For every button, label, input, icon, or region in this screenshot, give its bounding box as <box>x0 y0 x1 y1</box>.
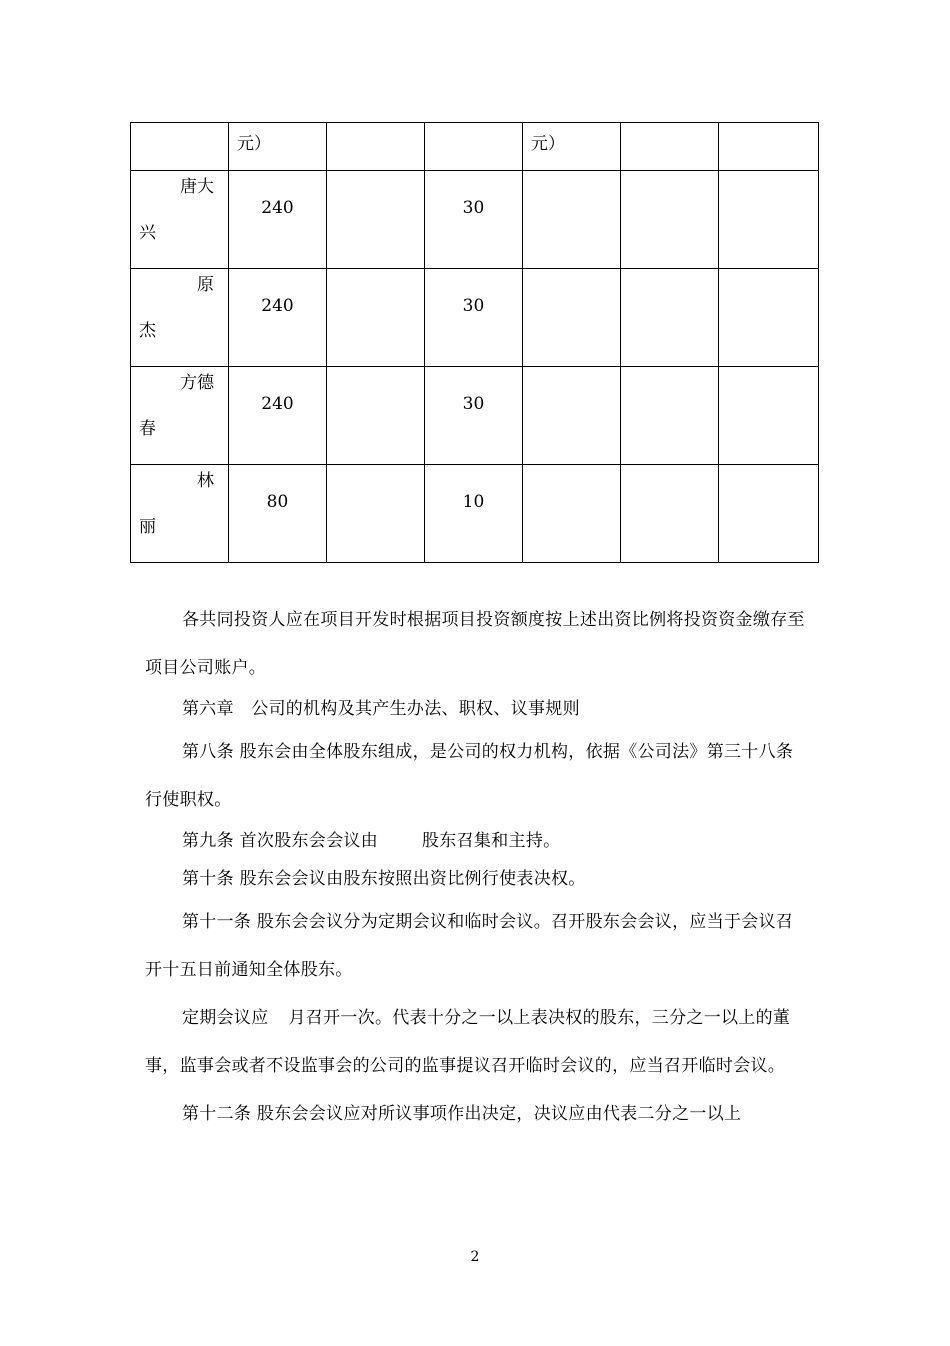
ratio-cell: 30 <box>425 171 523 269</box>
capital-cell: 240 <box>229 367 327 465</box>
article-9: 第九条 首次股东会会议由 股东召集和主持。 <box>182 831 561 851</box>
empty-cell <box>719 465 819 563</box>
table-row <box>131 171 819 269</box>
paragraph-funding: 各共同投资人应在项目开发时根据项目投资额度按上述出资比例将投资资金缴存至项目公司账户。 <box>145 610 805 678</box>
ratio-cell: 10 <box>425 465 523 563</box>
table-row <box>131 465 819 563</box>
article-8: 第八条 股东会由全体股东组成，是公司的权力机构，依据《公司法》第三十八条行使职权。 <box>145 742 794 810</box>
empty-cell <box>523 367 621 465</box>
empty-cell <box>621 269 719 367</box>
table-row <box>131 367 819 465</box>
investor-name-cell: 林 丽 <box>131 465 229 563</box>
empty-cell <box>327 367 425 465</box>
empty-cell <box>719 367 819 465</box>
investor-name-cell: 原 杰 <box>131 269 229 367</box>
capital-cell: 80 <box>229 465 327 563</box>
empty-cell <box>327 269 425 367</box>
header-cell <box>621 123 719 171</box>
table-header-row <box>131 123 819 171</box>
empty-cell <box>327 171 425 269</box>
empty-cell <box>621 367 719 465</box>
chapter-heading: 第六章 公司的机构及其产生办法、职权、议事规则 <box>182 699 580 719</box>
header-cell <box>327 123 425 171</box>
article-12: 第十二条 股东会会议应对所议事项作出决定，决议应由代表二分之一以上 <box>182 1104 742 1124</box>
empty-cell <box>719 269 819 367</box>
header-cell: 元） <box>523 123 621 171</box>
empty-cell <box>621 171 719 269</box>
header-cell <box>719 123 819 171</box>
investor-name-cell: 唐大 兴 <box>131 171 229 269</box>
capital-cell: 240 <box>229 171 327 269</box>
ratio-cell: 30 <box>425 367 523 465</box>
empty-cell <box>621 465 719 563</box>
article-11: 第十一条 股东会会议分为定期会议和临时会议。召开股东会会议，应当于会议召开十五日前通知全体股东。 <box>145 912 794 980</box>
empty-cell <box>523 465 621 563</box>
investment-table <box>130 122 819 563</box>
empty-cell <box>523 269 621 367</box>
page-number: 2 <box>470 1249 480 1265</box>
empty-cell <box>719 171 819 269</box>
header-cell <box>131 123 229 171</box>
table-row <box>131 269 819 367</box>
empty-cell <box>327 465 425 563</box>
header-cell <box>425 123 523 171</box>
ratio-cell: 30 <box>425 269 523 367</box>
header-cell: 元） <box>229 123 327 171</box>
body-text <box>145 596 810 1138</box>
paragraph-regular-meeting: 定期会议应 月召开一次。代表十分之一以上表决权的股东，三分之一以上的董事，监事会或者不设监事会的公司的监事提议召开临时会议的，应当召开临时会议。 <box>145 1008 791 1076</box>
article-10: 第十条 股东会会议由股东按照出资比例行使表决权。 <box>182 869 586 889</box>
capital-cell: 240 <box>229 269 327 367</box>
empty-cell <box>523 171 621 269</box>
investor-name-cell: 方德 春 <box>131 367 229 465</box>
